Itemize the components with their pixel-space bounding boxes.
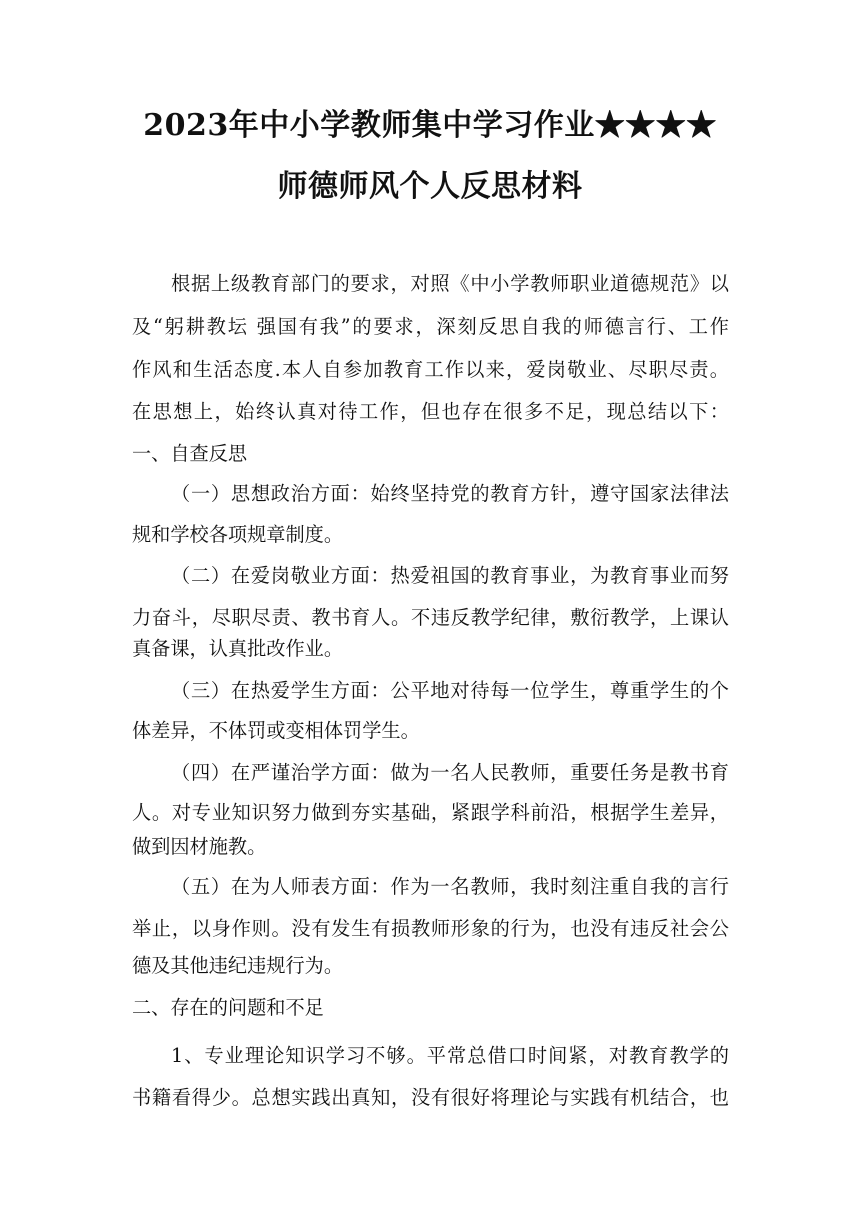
paragraph-line: （四）在严谨治学方面：做为一名人民教师，重要任务是教书育	[171, 761, 729, 784]
paragraph-line: 体差异，不体罚或变相体罚学生。	[132, 719, 420, 742]
section-heading: 一、自查反思	[132, 442, 248, 465]
document-title-line-1: 2023年中小学教师集中学习作业★★★★	[143, 108, 717, 143]
paragraph-line: 在思想上，始终认真对待工作，但也存在很多不足，现总结以下：	[132, 400, 729, 423]
document-title-line-2: 师德师风个人反思材料	[277, 169, 583, 204]
section-heading: 二、存在的问题和不足	[132, 996, 324, 1019]
paragraph-line: （二）在爱岗敬业方面：热爱祖国的教育事业，为教育事业而努	[171, 564, 729, 587]
paragraph-line: （五）在为人师表方面：作为一名教师，我时刻注重自我的言行	[171, 875, 729, 898]
paragraph-line: （一）思想政治方面：始终坚持党的教育方针，遵守国家法律法	[171, 482, 729, 505]
paragraph-line: 及“躬耕教坛 强国有我”的要求，深刻反思自我的师德言行、工作	[132, 315, 729, 338]
paragraph-line: 规和学校各项规章制度。	[132, 523, 344, 546]
paragraph-line: 真备课，认真批改作业。	[132, 637, 344, 660]
paragraph-line: 德及其他违纪违规行为。	[132, 954, 344, 977]
paragraph-line: 举止，以身作则。没有发生有损教师形象的行为，也没有违反社会公	[132, 917, 729, 940]
paragraph-line: （三）在热爱学生方面：公平地对待每一位学生，尊重学生的个	[171, 679, 729, 702]
paragraph-line: 根据上级教育部门的要求，对照《中小学教师职业道德规范》以	[171, 272, 729, 295]
paragraph-line: 书籍看得少。总想实践出真知，没有很好将理论与实践有机结合，也	[132, 1086, 729, 1109]
paragraph-line: 1、专业理论知识学习不够。平常总借口时间紧，对教育教学的	[171, 1044, 729, 1067]
paragraph-line: 作风和生活态度.本人自参加教育工作以来，爱岗敬业、尽职尽责。	[132, 358, 729, 381]
paragraph-line: 做到因材施教。	[132, 835, 267, 858]
paragraph-line: 人。对专业知识努力做到夯实基础，紧跟学科前沿，根据学生差异，	[132, 801, 729, 824]
paragraph-line: 力奋斗，尽职尽责、教书育人。不违反教学纪律，敷衍教学，上课认	[132, 606, 729, 629]
